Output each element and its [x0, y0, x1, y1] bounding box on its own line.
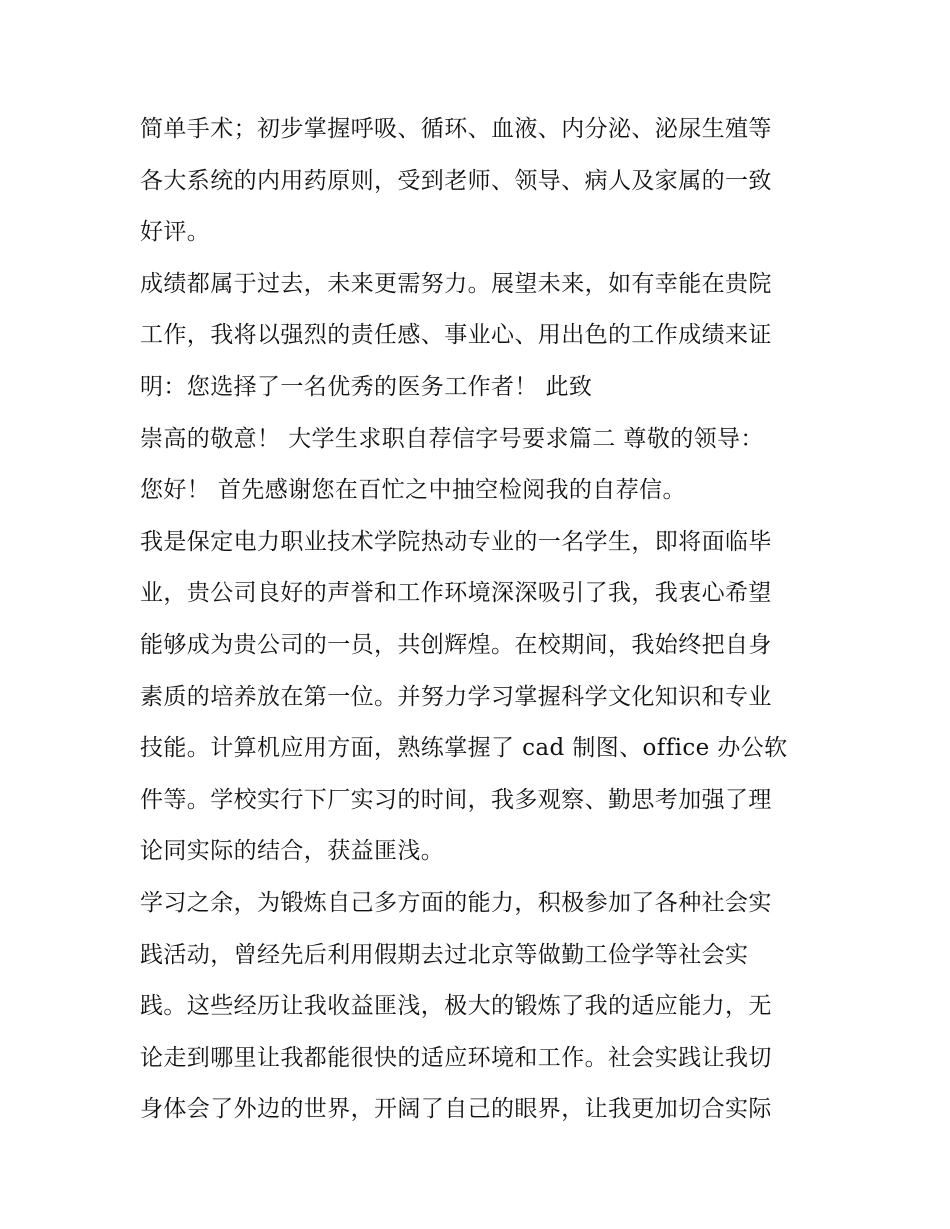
text-line: 业，贵公司良好的声誉和工作环境深深吸引了我，我衷心希望 — [140, 580, 772, 607]
text-line: 您好！ 首先感谢您在百忙之中抽空检阅我的自荐信。 — [140, 477, 686, 504]
text-line: 论同实际的结合，获益匪浅。 — [140, 838, 445, 865]
text-line: 我是保定电力职业技术学院热动专业的一名学生，即将面临毕 — [140, 528, 772, 555]
text-line: 简单手术；初步掌握呼吸、循环、血液、内分泌、泌尿生殖等 — [140, 116, 772, 142]
text-line: 践。这些经历让我收益匪浅，极大的锻炼了我的适应能力，无 — [140, 993, 772, 1020]
text-line: 论走到哪里让我都能很快的适应环境和工作。社会实践让我切 — [140, 1044, 772, 1071]
text-line: 明：您选择了一名优秀的医务工作者！ 此致 — [140, 373, 593, 400]
text-line: 成绩都属于过去，未来更需努力。展望未来，如有幸能在贵院 — [140, 270, 772, 297]
text-line: 件等。学校实行下厂实习的时间，我多观察、勤思考加强了理 — [140, 786, 772, 813]
text-line: 素质的培养放在第一位。并努力学习掌握科学文化知识和专业 — [140, 683, 772, 710]
text-line: 好评。 — [140, 219, 211, 246]
text-line: 践活动，曾经先后利用假期去过北京等做勤工俭学等社会实 — [140, 941, 749, 968]
text-line: 崇高的敬意！ 大学生求职自荐信字号要求篇二 尊敬的领导： — [140, 425, 764, 452]
text-line: 能够成为贵公司的一员，共创辉煌。在校期间，我始终把自身 — [140, 631, 772, 658]
text-line: 各大系统的内用药原则，受到老师、领导、病人及家属的一致 — [140, 167, 772, 194]
text-line: 技能。计算机应用方面，熟练掌握了 cad 制图、office 办公软 — [140, 735, 788, 762]
text-line: 身体会了外边的世界，开阔了自己的眼界，让我更加切合实际 — [140, 1096, 772, 1123]
text-line: 学习之余，为锻炼自己多方面的能力，积极参加了各种社会实 — [140, 889, 772, 916]
text-line: 工作，我将以强烈的责任感、事业心、用出色的工作成绩来证 — [140, 322, 772, 349]
document-body — [140, 104, 820, 1136]
